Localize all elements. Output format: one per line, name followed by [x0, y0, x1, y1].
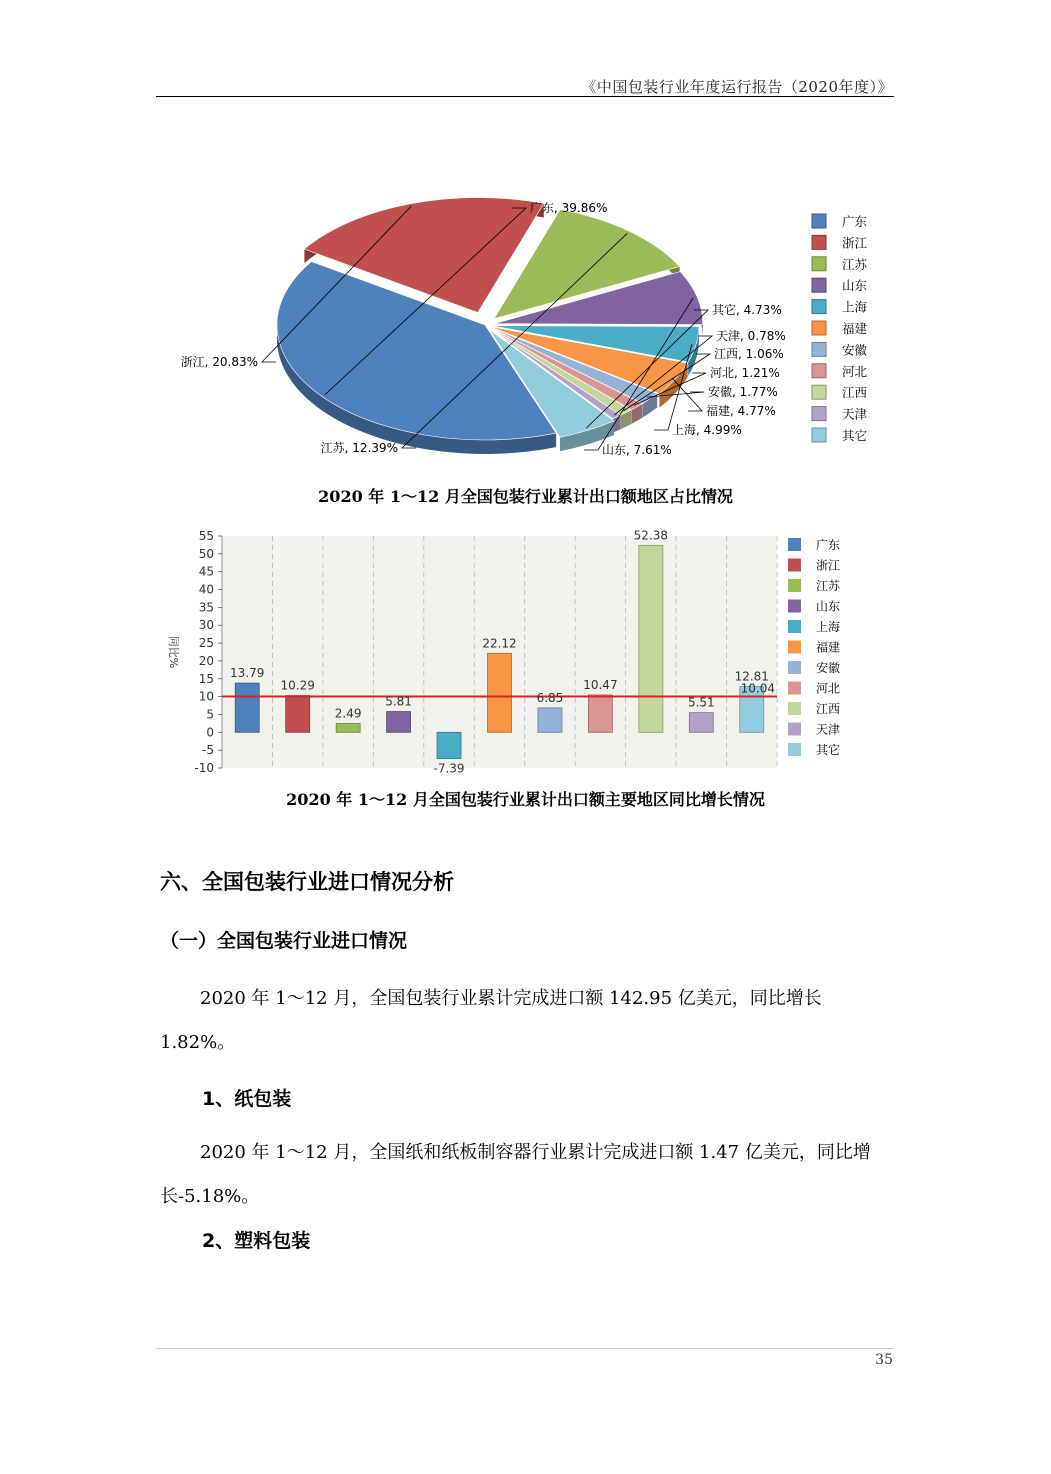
- bar-chart: [150, 522, 900, 777]
- bar-ytick-label: 15: [198, 671, 214, 686]
- bar-天津: [689, 713, 713, 733]
- bar-legend-label-天津: 天津: [816, 722, 841, 737]
- bar-ytick-label: 5: [206, 707, 214, 722]
- pie-legend-label-江西: 江西: [842, 385, 868, 401]
- bar-value-label-福建: 22.12: [482, 636, 517, 651]
- bar-value-label-河北: 10.47: [583, 677, 618, 692]
- bar-ytick-label: 10: [198, 689, 214, 704]
- pie-legend-label-广东: 广东: [842, 214, 868, 229]
- bar-legend: [788, 537, 841, 757]
- section-heading: 六、全国包装行业进口情况分析: [160, 870, 454, 894]
- page-number: 35: [875, 1352, 893, 1368]
- pie-legend-swatch-浙江: [812, 235, 826, 249]
- pie-data-label-天津: 天津, 0.78%: [716, 329, 786, 343]
- pie-legend-swatch-广东: [812, 214, 826, 228]
- bar-legend-label-河北: 河北: [816, 681, 841, 696]
- bar-y-axis: [167, 529, 222, 775]
- bar-plot-background: [222, 536, 777, 768]
- pie-legend-swatch-安徽: [812, 342, 826, 356]
- bar-value-label-浙江: 10.29: [280, 678, 315, 693]
- bar-山东: [387, 712, 411, 733]
- bar-legend-swatch-安徽: [788, 661, 801, 674]
- report-header-title: 《中国包装行业年度运行报告（2020年度）》: [581, 78, 893, 96]
- bar-上海: [437, 732, 461, 758]
- bar-ytick-label: 0: [206, 725, 214, 740]
- header-rule: [156, 96, 894, 97]
- bar-value-label-广东: 13.79: [230, 666, 265, 681]
- bar-legend-label-山东: 山东: [816, 599, 841, 614]
- pie-top-layer: [277, 198, 703, 440]
- subsection-heading: （一）全国包装行业进口情况: [160, 930, 408, 952]
- bar-广东: [235, 683, 259, 732]
- bar-ytick-label: 30: [198, 618, 214, 633]
- bar-ytick-label: 50: [198, 546, 214, 561]
- bar-ytick-label: 45: [198, 564, 214, 579]
- pie-legend-label-浙江: 浙江: [842, 235, 868, 251]
- bar-ytick-label: 35: [198, 600, 214, 615]
- bar-legend-swatch-江西: [788, 702, 801, 715]
- bar-ylabel: 同比%: [167, 635, 180, 669]
- pie-chart-caption: 2020 年 1～12 月全国包装行业累计出口额地区占比情况: [318, 487, 733, 506]
- pie-legend: [812, 214, 868, 443]
- pie-legend-swatch-江苏: [812, 257, 826, 271]
- bar-value-label-上海: -7.39: [433, 761, 465, 776]
- bar-ytick-label: -10: [194, 761, 214, 775]
- bar-reference-line-label: 10.04: [740, 681, 775, 696]
- bar-河北: [588, 695, 612, 732]
- pie-data-label-其它: 其它, 4.73%: [712, 303, 782, 317]
- bar-legend-label-广东: 广东: [816, 538, 841, 552]
- bar-浙江: [286, 696, 310, 733]
- bar-ytick-label: 25: [198, 636, 214, 651]
- pie-data-label-江苏: 江苏, 12.39%: [320, 441, 398, 455]
- item2-heading: 2、塑料包装: [202, 1230, 311, 1252]
- bar-value-label-其它: 12.81: [734, 669, 769, 684]
- pie-data-label-广东: 广东, 39.86%: [530, 201, 608, 215]
- bar-value-label-江苏: 2.49: [334, 706, 362, 721]
- bar-legend-label-江西: 江西: [816, 702, 841, 716]
- bar-legend-swatch-江苏: [788, 579, 801, 592]
- pie-legend-swatch-山东: [812, 278, 826, 292]
- item1-paragraph: 2020 年 1～12 月，全国纸和纸板制容器行业累计完成进口额 1.47 亿美元，同比增长-5.18%。: [160, 1142, 871, 1207]
- pie-legend-swatch-上海: [812, 300, 826, 314]
- bar-福建: [488, 653, 512, 732]
- pie-legend-swatch-天津: [812, 407, 826, 421]
- bar-legend-swatch-河北: [788, 682, 801, 695]
- pie-legend-label-上海: 上海: [842, 299, 868, 315]
- bar-江苏: [336, 723, 360, 732]
- bar-value-label-山东: 5.81: [385, 694, 412, 709]
- bar-legend-swatch-上海: [788, 620, 801, 633]
- pie-data-label-浙江: 浙江, 20.83%: [180, 355, 258, 369]
- pie-data-label-安徽: 安徽, 1.77%: [708, 385, 778, 399]
- pie-legend-swatch-福建: [812, 321, 826, 335]
- bar-legend-swatch-山东: [788, 600, 801, 613]
- bar-legend-swatch-福建: [788, 641, 801, 654]
- pie-legend-swatch-其它: [812, 428, 826, 442]
- bar-legend-label-安徽: 安徽: [816, 661, 841, 675]
- bar-ytick-label: 55: [198, 529, 214, 543]
- pie-legend-label-山东: 山东: [842, 278, 868, 294]
- bar-legend-label-其它: 其它: [816, 743, 841, 757]
- item1-heading: 1、纸包装: [202, 1088, 292, 1110]
- pie-legend-label-江苏: 江苏: [842, 256, 868, 272]
- bar-legend-swatch-天津: [788, 723, 801, 736]
- intro-paragraph: 2020 年 1～12 月，全国包装行业累计完成进口额 142.95 亿美元，同比增长 1.82%。: [160, 988, 822, 1053]
- bar-legend-label-浙江: 浙江: [816, 558, 841, 573]
- pie-data-label-山东: 山东, 7.61%: [602, 443, 672, 457]
- pie-legend-label-天津: 天津: [842, 406, 868, 422]
- pie-legend-label-安徽: 安徽: [842, 342, 868, 358]
- pie-legend-label-福建: 福建: [842, 321, 868, 336]
- pie-data-label-福建: 福建, 4.77%: [706, 404, 776, 418]
- bar-legend-label-江苏: 江苏: [816, 579, 841, 593]
- bar-安徽: [538, 708, 562, 732]
- bar-legend-label-上海: 上海: [816, 620, 841, 634]
- pie-legend-label-河北: 河北: [842, 363, 868, 379]
- pie-data-label-江西: 江西, 1.06%: [714, 347, 784, 361]
- pie-legend-swatch-河北: [812, 364, 826, 378]
- bar-江西: [639, 545, 663, 732]
- bar-ytick-label: 40: [198, 582, 214, 597]
- bar-value-label-安徽: 6.85: [536, 690, 564, 705]
- bar-value-label-天津: 5.51: [687, 695, 715, 710]
- bar-legend-swatch-广东: [788, 538, 801, 551]
- bar-legend-swatch-浙江: [788, 559, 801, 572]
- bar-value-label-江西: 52.38: [633, 528, 669, 543]
- bar-ytick-label: 20: [198, 653, 214, 668]
- bar-chart-caption: 2020 年 1～12 月全国包装行业累计出口额主要地区同比增长情况: [286, 790, 765, 809]
- pie-data-label-河北: 河北, 1.21%: [710, 366, 780, 380]
- bar-legend-label-福建: 福建: [816, 640, 841, 655]
- footer-rule: [156, 1348, 894, 1349]
- pie-legend-label-其它: 其它: [842, 428, 868, 443]
- bar-ytick-label: -5: [202, 743, 214, 758]
- bar-legend-swatch-其它: [788, 743, 801, 756]
- pie-legend-swatch-江西: [812, 385, 826, 399]
- pie-chart: [150, 190, 900, 470]
- pie-data-label-上海: 上海, 4.99%: [672, 423, 742, 437]
